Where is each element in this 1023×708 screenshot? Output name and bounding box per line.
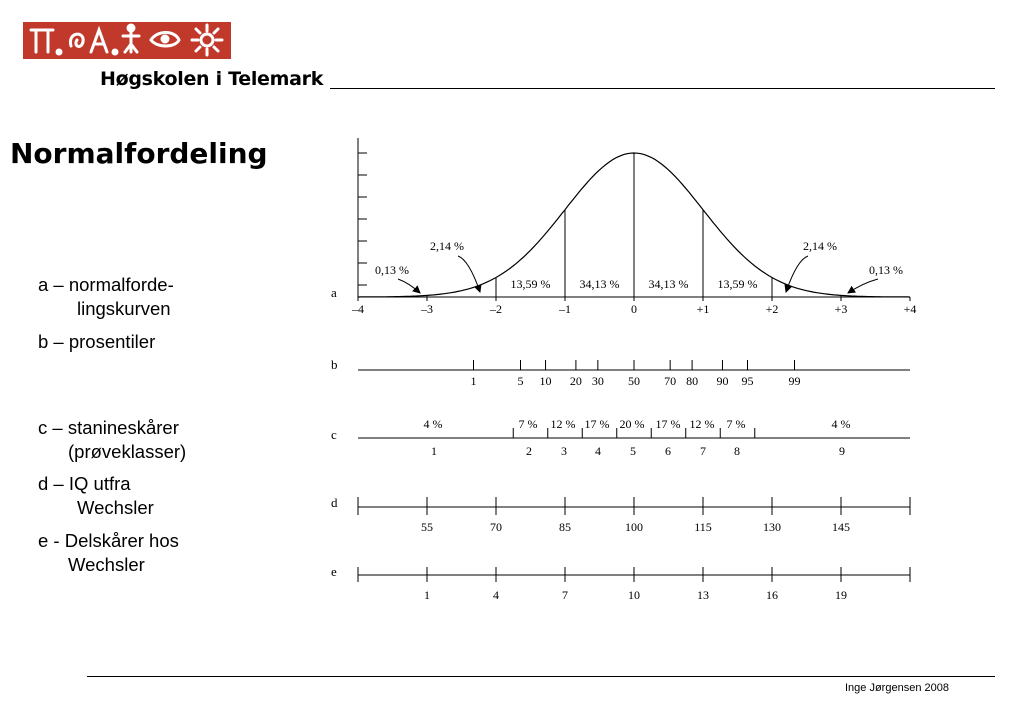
stanine-percent-label: 7 % xyxy=(518,417,538,431)
header-divider xyxy=(330,88,995,89)
area-callout-arrow xyxy=(786,256,808,292)
subtest-label: 10 xyxy=(628,588,640,602)
legend-item-e xyxy=(38,529,179,577)
stanine-label: 6 xyxy=(665,444,671,458)
institution-name: Høgskolen i Telemark xyxy=(100,68,324,90)
legend-item-continuation: lingskurven xyxy=(77,298,171,319)
legend-item-text: c – stanineskårer xyxy=(38,417,179,438)
stanine-percent-label: 12 % xyxy=(689,417,715,431)
sd-tick-label: –1 xyxy=(559,302,571,316)
stanine-label: 8 xyxy=(734,444,740,458)
percentile-label: 70 xyxy=(664,374,677,388)
area-percent-label: 13,59 % xyxy=(717,277,758,291)
stanine-percent-label: 20 % xyxy=(619,417,645,431)
stanine-label: 9 xyxy=(839,444,845,458)
scale-label-a: a xyxy=(331,285,337,300)
subtest-label: 4 xyxy=(493,588,499,602)
stanine-label: 2 xyxy=(526,444,532,458)
stanine-percent-label: 7 % xyxy=(726,417,746,431)
scale-label-c: c xyxy=(331,427,337,442)
iq-label: 115 xyxy=(694,520,712,534)
subtest-label: 16 xyxy=(766,588,778,602)
sd-tick-label: +2 xyxy=(765,302,779,316)
subtest-label: 13 xyxy=(697,588,709,602)
area-percent-label: 0,13 % xyxy=(375,263,409,277)
percentile-label: 90 xyxy=(716,374,729,388)
stanine-percent-label: 17 % xyxy=(584,417,610,431)
area-percent-label: 2,14 % xyxy=(430,239,464,253)
scale-label-e: e xyxy=(331,564,337,579)
area-percent-label: 34,13 % xyxy=(579,277,620,291)
stanine-label: 1 xyxy=(431,444,437,458)
footer-credit: Inge Jørgensen 2008 xyxy=(845,682,949,694)
subtest-label: 7 xyxy=(562,588,568,602)
legend-item-a xyxy=(38,273,174,321)
percentile-label: 50 xyxy=(628,374,640,388)
legend-item-b xyxy=(38,330,155,354)
stanine-percent-label: 12 % xyxy=(550,417,576,431)
stanine-percent-label: 4 % xyxy=(423,417,443,431)
telemark-petroglyph-logo xyxy=(23,22,231,59)
footer-divider xyxy=(87,676,995,677)
iq-label: 100 xyxy=(625,520,643,534)
stanine-percent-label: 17 % xyxy=(655,417,681,431)
legend-item-text: d – IQ utfra xyxy=(38,473,131,494)
stanine-label: 3 xyxy=(561,444,567,458)
legend-item-text: e - Delskårer hos xyxy=(38,530,179,551)
sd-tick-label: –2 xyxy=(490,302,502,316)
iq-label: 70 xyxy=(490,520,502,534)
legend-item-text: b – prosentiler xyxy=(38,331,156,352)
stanine-label: 4 xyxy=(595,444,601,458)
percentile-label: 20 xyxy=(569,374,582,388)
area-percent-label: 34,13 % xyxy=(648,277,689,291)
scale-label-d: d xyxy=(331,495,338,510)
stanine-percent-label: 4 % xyxy=(831,417,851,431)
percentile-label: 95 xyxy=(741,374,754,388)
percentile-label: 99 xyxy=(788,374,801,388)
area-callout-arrow xyxy=(848,279,878,293)
legend-item-continuation: Wechsler xyxy=(77,497,154,518)
area-percent-label: 0,13 % xyxy=(869,263,903,277)
slide-title: Normalfordeling xyxy=(10,137,268,170)
scale-label-b: b xyxy=(331,357,338,372)
legend-item-d xyxy=(38,472,154,520)
sd-tick-label: +4 xyxy=(903,302,917,316)
legend-item-text: a – normalforde- xyxy=(38,274,174,295)
area-percent-label: 13,59 % xyxy=(510,277,551,291)
area-percent-label: 2,14 % xyxy=(803,239,837,253)
percentile-label: 10 xyxy=(539,374,552,388)
sd-tick-label: +3 xyxy=(834,302,848,316)
legend-item-c xyxy=(38,416,186,464)
sd-tick-label: 0 xyxy=(631,302,637,316)
legend-item-continuation: (prøveklasser) xyxy=(68,441,187,462)
sd-tick-label: +1 xyxy=(696,302,710,316)
stanine-label: 7 xyxy=(700,444,706,458)
normal-distribution-diagram xyxy=(320,125,920,615)
stanine-label: 5 xyxy=(630,444,636,458)
percentile-label: 30 xyxy=(591,374,604,388)
subtest-label: 19 xyxy=(835,588,847,602)
percentile-label: 5 xyxy=(517,374,524,388)
iq-label: 85 xyxy=(559,520,571,534)
sd-tick-label: –3 xyxy=(421,302,433,316)
iq-label: 145 xyxy=(832,520,850,534)
percentile-label: 80 xyxy=(686,374,699,388)
subtest-label: 1 xyxy=(424,588,430,602)
area-callout-arrow xyxy=(398,279,420,293)
legend-item-continuation: Wechsler xyxy=(68,554,145,575)
percentile-label: 1 xyxy=(470,374,477,388)
iq-label: 130 xyxy=(763,520,781,534)
iq-label: 55 xyxy=(421,520,433,534)
sd-tick-label: –4 xyxy=(352,302,364,316)
